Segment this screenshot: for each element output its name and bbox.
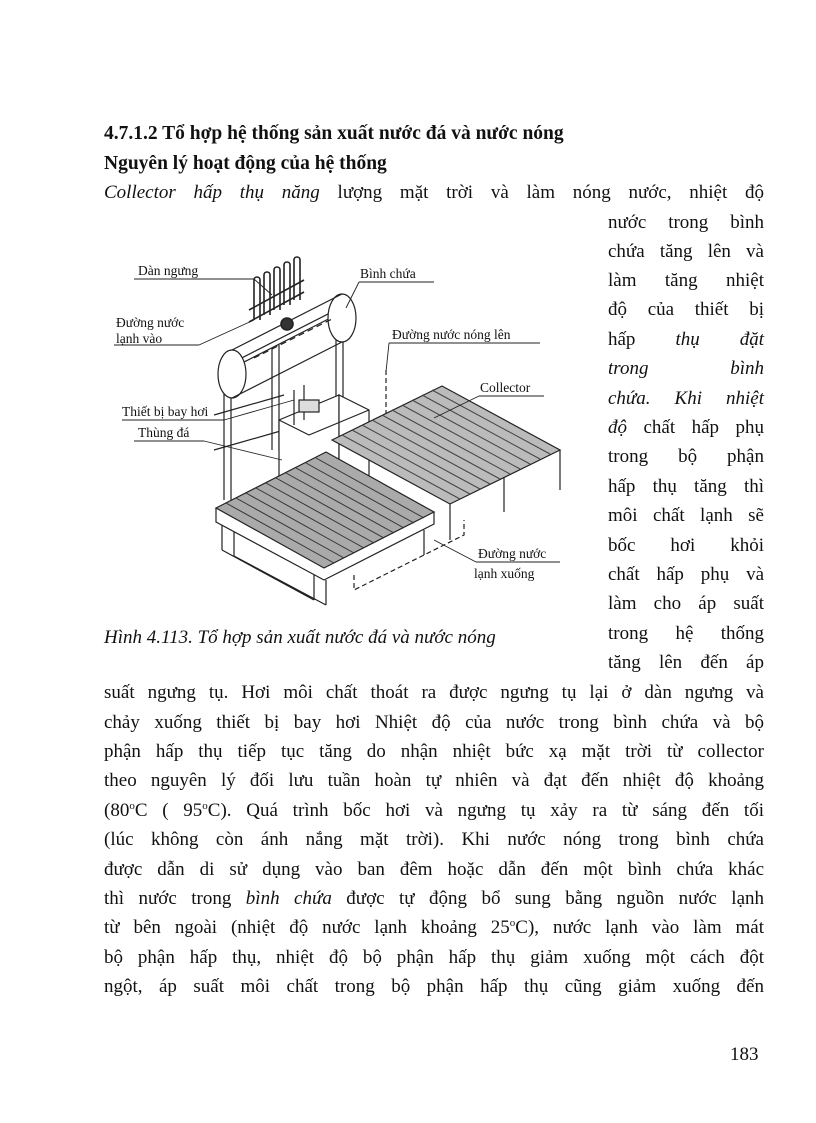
intro-rest: lượng mặt trời và làm nóng nước, nhiệt độ: [337, 182, 764, 203]
body-text: (80: [104, 800, 130, 821]
label-evaporator: Thiết bị bay hơi: [122, 404, 209, 419]
body-italic: bình chứa: [245, 888, 332, 909]
degree-mark: o: [509, 917, 516, 929]
side-italic: chứa. Khi nhiệt: [608, 388, 764, 409]
body-line: [104, 800, 764, 822]
side-line: chất hấp phụ và: [608, 564, 764, 585]
body-text: C), nước lạnh vào làm mát: [515, 917, 765, 938]
page-number: 183: [730, 1044, 759, 1065]
intro-line: [104, 182, 764, 204]
side-line: hấp thụ tăng thì: [608, 476, 764, 497]
degree-mark: o: [129, 800, 135, 812]
side-line: [608, 388, 764, 410]
label-ice-box: Thùng đá: [138, 425, 190, 440]
side-line: chứa tăng lên và: [608, 241, 764, 262]
intro-italic: Collector hấp thụ năng: [104, 182, 320, 203]
side-line: [608, 358, 764, 380]
side-line: [608, 417, 764, 439]
body-text: C). Quá trình bốc hơi và ngưng tụ xảy ra từ sáng đến tối: [207, 800, 764, 821]
storage-tank: [218, 294, 356, 398]
side-line: tăng lên đến áp: [608, 652, 764, 673]
body-line: được dẫn di sử dụng vào ban đêm hoặc dẫn đến một bình chứa khác: [104, 859, 764, 880]
figure-caption: Hình 4.113. Tổ hợp sản xuất nước đá và nước nóng: [104, 627, 496, 648]
side-italic: độ: [608, 417, 627, 438]
side-text: chất hấp phụ: [643, 417, 765, 438]
body-line: bộ phận hấp thụ, nhiệt độ bộ phận hấp thụ giảm xuống một cách đột: [104, 947, 764, 968]
condenser-coil: [249, 257, 304, 330]
body-text: C ( 95: [134, 800, 203, 821]
label-tank: Bình chứa: [360, 266, 416, 281]
subsection-heading: Nguyên lý hoạt động của hệ thống: [104, 153, 387, 174]
body-line: phận hấp thụ tiếp tục tăng do nhận nhiệt bức xạ mặt trời từ collector: [104, 741, 764, 762]
side-line: nước trong bình: [608, 212, 764, 233]
body-line: ngột, áp suất môi chất trong bộ phận hấp thụ cũng giảm xuống đến: [104, 976, 764, 997]
side-line: bốc hơi khỏi: [608, 535, 764, 556]
side-line: làm cho áp suất: [608, 593, 764, 614]
side-line: [608, 329, 764, 351]
degree-mark: o: [202, 800, 208, 812]
side-italic: trong bình: [608, 358, 764, 379]
side-line: trong hệ thống: [608, 623, 764, 644]
body-line: [104, 888, 764, 910]
side-line: làm tăng nhiệt: [608, 270, 764, 291]
body-line: (lúc không còn ánh nắng mặt trời). Khi nước nóng trong bình chứa: [104, 829, 764, 850]
section-heading: 4.7.1.2 Tổ hợp hệ thống sản xuất nước đá và nước nóng: [104, 123, 564, 144]
body-line: chảy xuống thiết bị bay hơi Nhiệt độ của nước trong bình chứa và bộ: [104, 712, 764, 733]
body-line: [104, 917, 764, 939]
body-text: được tự động bổ sung bằng nguồn nước lạnh: [346, 888, 765, 909]
side-line: môi chất lạnh sẽ: [608, 505, 764, 526]
system-diagram: [104, 250, 580, 620]
label-hot-up: Đường nước nóng lên: [392, 327, 511, 342]
body-line: suất ngưng tụ. Hơi môi chất thoát ra được ngưng tụ lại ở dàn ngưng và: [104, 682, 764, 703]
side-line: độ của thiết bị: [608, 299, 764, 320]
side-line: trong bộ phận: [608, 446, 764, 467]
body-text: thì nước trong: [104, 888, 232, 909]
label-cold-in: lạnh vào: [116, 331, 163, 346]
label-cold-down: Đường nước: [478, 546, 547, 561]
label-condenser: Dàn ngưng: [138, 263, 199, 278]
side-italic: thụ đặt: [675, 329, 764, 350]
label-cold-down: lạnh xuống: [474, 566, 535, 581]
label-collector: Collector: [480, 380, 531, 395]
label-cold-in: Đường nước: [116, 315, 185, 330]
side-text: hấp: [608, 329, 636, 350]
body-text: từ bên ngoài (nhiệt độ nước lạnh khoảng 25: [104, 917, 510, 938]
body-line: theo nguyên lý đối lưu tuần hoàn tự nhiên và đạt đến nhiệt độ khoảng: [104, 770, 764, 791]
